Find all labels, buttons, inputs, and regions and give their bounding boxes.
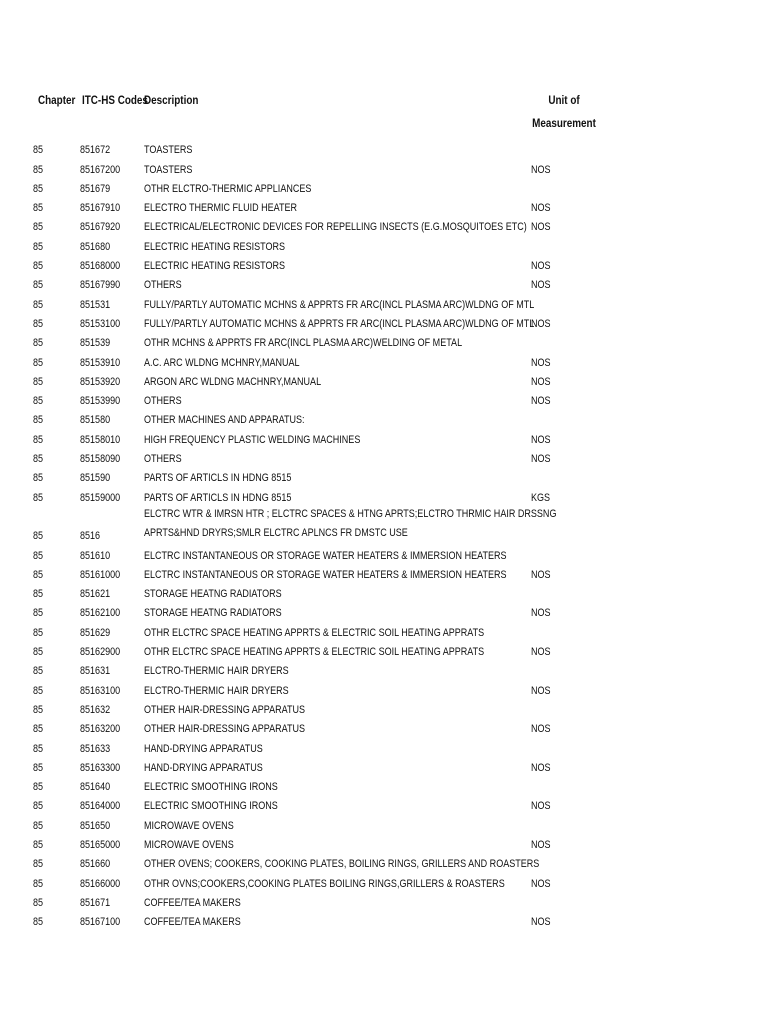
code-cell: 851590 <box>80 472 111 485</box>
description-cell: ELCTRO-THERMIC HAIR DRYERS <box>144 684 289 697</box>
code-cell: 85162900 <box>80 646 121 659</box>
chapter-cell: 85 <box>33 356 44 369</box>
table-row <box>0 700 768 719</box>
table-body <box>0 140 768 931</box>
description-cell: OTHR ELCTRC SPACE HEATING APPRTS & ELECTRIC SOIL HEATING APPRATS <box>144 626 485 639</box>
description-cell: OTHR OVNS;COOKERS,COOKING PLATES BOILING RINGS,GRILLERS & ROASTERS <box>144 877 505 890</box>
description-cell: STORAGE HEATNG RADIATORS <box>144 588 282 601</box>
description-cell: ELECTRO THERMIC FLUID HEATER <box>144 202 298 215</box>
description-cell: ELECTRIC HEATING RESISTORS <box>144 260 286 273</box>
table-row <box>0 719 768 738</box>
unit-cell: NOS <box>531 916 551 929</box>
description-cell: HAND-DRYING APPARATUS <box>144 742 263 755</box>
code-cell: 85167100 <box>80 916 121 929</box>
unit-cell: NOS <box>531 684 551 697</box>
code-cell: 851531 <box>80 298 111 311</box>
code-cell: 85158090 <box>80 453 121 466</box>
header-itc-hs-codes: ITC-HS Codes <box>82 95 148 107</box>
description-cell: ELCTRO-THERMIC HAIR DRYERS <box>144 665 289 678</box>
description-cell: ELECTRIC SMOOTHING IRONS <box>144 800 278 813</box>
description-cell: HIGH FREQUENCY PLASTIC WELDING MACHINES <box>144 433 361 446</box>
description-cell: OTHER MACHINES AND APPARATUS: <box>144 414 305 427</box>
chapter-cell: 85 <box>33 858 44 871</box>
code-cell: 85163300 <box>80 761 121 774</box>
chapter-cell: 85 <box>33 800 44 813</box>
chapter-cell: 85 <box>33 317 44 330</box>
header-unit-line2: Measurement <box>532 118 596 130</box>
code-cell: 851580 <box>80 414 111 427</box>
description-cell: TOASTERS <box>144 163 193 176</box>
table-row <box>0 391 768 410</box>
description-cell: A.C. ARC WLDNG MCHNRY,MANUAL <box>144 356 300 369</box>
code-cell: 851621 <box>80 588 111 601</box>
description-cell: ELECTRICAL/ELECTRONIC DEVICES FOR REPELLING INSECTS (E.G.MOSQUITOES ETC) <box>144 221 527 234</box>
description-cell: TOASTERS <box>144 144 193 157</box>
table-row <box>0 622 768 641</box>
unit-cell: NOS <box>531 433 551 446</box>
chapter-cell: 85 <box>33 781 44 794</box>
chapter-cell: 85 <box>33 491 44 504</box>
description-cell: OTHERS <box>144 395 182 408</box>
description-cell: ELCTRC INSTANTANEOUS OR STORAGE WATER HEATERS & IMMERSION HEATERS <box>144 568 507 581</box>
description-cell: ARGON ARC WLDNG MACHNRY,MANUAL <box>144 375 322 388</box>
code-cell: 851660 <box>80 858 111 871</box>
table-row <box>0 410 768 429</box>
table-row <box>0 777 768 796</box>
chapter-cell: 85 <box>33 298 44 311</box>
header-unit-line1: Unit of <box>548 95 580 107</box>
description-cell: ELECTRIC SMOOTHING IRONS <box>144 781 278 794</box>
code-cell: 851640 <box>80 781 111 794</box>
code-cell: 851631 <box>80 665 111 678</box>
description-cell: OTHR MCHNS & APPRTS FR ARC(INCL PLASMA ARC)WELDING OF METAL <box>144 337 463 350</box>
code-cell: 85158010 <box>80 433 121 446</box>
chapter-cell: 85 <box>33 684 44 697</box>
description-cell: STORAGE HEATNG RADIATORS <box>144 607 282 620</box>
chapter-cell: 85 <box>33 260 44 273</box>
chapter-cell: 85 <box>33 761 44 774</box>
code-cell: 85166000 <box>80 877 121 890</box>
unit-cell: NOS <box>531 260 551 273</box>
header-unit-of-measurement <box>525 90 602 136</box>
code-cell: 851633 <box>80 742 111 755</box>
header-description: Description <box>144 95 199 107</box>
unit-cell: NOS <box>531 453 551 466</box>
code-cell: 85164000 <box>80 800 121 813</box>
code-cell: 851680 <box>80 240 111 253</box>
table-row <box>0 236 768 255</box>
chapter-cell: 85 <box>33 375 44 388</box>
description-cell: OTHR ELCTRC SPACE HEATING APPRTS & ELECTRIC SOIL HEATING APPRATS <box>144 646 485 659</box>
unit-cell: NOS <box>531 877 551 890</box>
table-row <box>0 352 768 371</box>
chapter-cell: 85 <box>33 896 44 909</box>
table-row <box>0 294 768 313</box>
unit-cell: NOS <box>531 723 551 736</box>
chapter-cell: 85 <box>33 414 44 427</box>
code-cell: 851679 <box>80 182 111 195</box>
table-row <box>0 661 768 680</box>
table-row <box>0 680 768 699</box>
description-cell: OTHER HAIR-DRESSING APPARATUS <box>144 723 306 736</box>
description-cell <box>144 505 556 544</box>
unit-cell: NOS <box>531 221 551 234</box>
table-row <box>0 333 768 352</box>
description-cell: FULLY/PARTLY AUTOMATIC MCHNS & APPRTS FR ARC(INCL PLASMA ARC)WLDNG OF MTL <box>144 298 535 311</box>
table-row <box>0 468 768 487</box>
description-cell: OTHERS <box>144 453 182 466</box>
code-cell: 85165000 <box>80 838 121 851</box>
description-cell: PARTS OF ARTICLS IN HDNG 8515 <box>144 472 292 485</box>
code-cell: 85162100 <box>80 607 121 620</box>
chapter-cell: 85 <box>33 279 44 292</box>
chapter-cell: 85 <box>33 588 44 601</box>
code-cell: 8516 <box>80 530 101 543</box>
table-row <box>0 565 768 584</box>
unit-cell: NOS <box>531 646 551 659</box>
table-row <box>0 256 768 275</box>
code-cell: 85167910 <box>80 202 121 215</box>
description-cell: ELECTRIC HEATING RESISTORS <box>144 240 286 253</box>
code-cell: 85153100 <box>80 317 121 330</box>
chapter-cell: 85 <box>33 838 44 851</box>
table-row <box>0 159 768 178</box>
table-row <box>0 873 768 892</box>
code-cell: 85163200 <box>80 723 121 736</box>
chapter-cell: 85 <box>33 433 44 446</box>
description-line-1: ELCTRC WTR & IMRSN HTR ; ELCTRC SPACES & HTNG APRTS;ELCTRO THRMIC HAIR DRSSNG <box>144 507 557 520</box>
chapter-cell: 85 <box>33 703 44 716</box>
code-cell: 85167200 <box>80 163 121 176</box>
code-cell: 851632 <box>80 703 111 716</box>
code-cell: 85163100 <box>80 684 121 697</box>
chapter-cell: 85 <box>33 549 44 562</box>
chapter-cell: 85 <box>33 723 44 736</box>
unit-cell: KGS <box>531 491 551 504</box>
chapter-cell: 85 <box>33 395 44 408</box>
table-row <box>0 758 768 777</box>
table-row <box>0 912 768 931</box>
code-cell: 85153990 <box>80 395 121 408</box>
table-row <box>0 429 768 448</box>
unit-cell: NOS <box>531 838 551 851</box>
code-cell: 85153920 <box>80 375 121 388</box>
chapter-cell: 85 <box>33 202 44 215</box>
chapter-cell: 85 <box>33 221 44 234</box>
chapter-cell: 85 <box>33 742 44 755</box>
code-cell: 851629 <box>80 626 111 639</box>
unit-cell: NOS <box>531 356 551 369</box>
chapter-cell: 85 <box>33 453 44 466</box>
chapter-cell: 85 <box>33 472 44 485</box>
chapter-cell: 85 <box>33 916 44 929</box>
code-cell: 85167990 <box>80 279 121 292</box>
table-row <box>0 893 768 912</box>
unit-cell: NOS <box>531 317 551 330</box>
header-chapter: Chapter <box>38 95 76 107</box>
unit-cell: NOS <box>531 395 551 408</box>
description-cell: MICROWAVE OVENS <box>144 819 234 832</box>
chapter-cell: 85 <box>33 607 44 620</box>
description-cell: ELCTRC INSTANTANEOUS OR STORAGE WATER HEATERS & IMMERSION HEATERS <box>144 549 507 562</box>
unit-cell: NOS <box>531 761 551 774</box>
description-cell: HAND-DRYING APPARATUS <box>144 761 263 774</box>
unit-cell: NOS <box>531 800 551 813</box>
description-cell: PARTS OF ARTICLS IN HDNG 8515 <box>144 491 292 504</box>
table-row <box>0 815 768 834</box>
table-row <box>0 738 768 757</box>
table-row <box>0 854 768 873</box>
table-row <box>0 642 768 661</box>
table-row <box>0 198 768 217</box>
table-row <box>0 372 768 391</box>
code-cell: 851539 <box>80 337 111 350</box>
description-cell: OTHER HAIR-DRESSING APPARATUS <box>144 703 306 716</box>
code-cell: 85168000 <box>80 260 121 273</box>
description-cell: OTHER OVENS; COOKERS, COOKING PLATES, BOILING RINGS, GRILLERS AND ROASTERS <box>144 858 540 871</box>
table-row <box>0 179 768 198</box>
code-cell: 85153910 <box>80 356 121 369</box>
table-row <box>0 603 768 622</box>
table-row <box>0 217 768 236</box>
chapter-cell: 85 <box>33 877 44 890</box>
chapter-cell: 85 <box>33 646 44 659</box>
description-cell: OTHR ELCTRO-THERMIC APPLIANCES <box>144 182 312 195</box>
unit-cell: NOS <box>531 568 551 581</box>
table-row <box>0 275 768 294</box>
table-row <box>0 545 768 564</box>
table-row <box>0 796 768 815</box>
unit-cell: NOS <box>531 375 551 388</box>
unit-cell: NOS <box>531 279 551 292</box>
description-cell: COFFEE/TEA MAKERS <box>144 916 241 929</box>
description-cell: FULLY/PARTLY AUTOMATIC MCHNS & APPRTS FR ARC(INCL PLASMA ARC)WLDNG OF MTL <box>144 317 535 330</box>
description-line-2: APRTS&HND DRYRS;SMLR ELCTRC APLNCS FR DMSTC USE <box>144 526 408 539</box>
table-row <box>0 507 768 546</box>
table-row <box>0 140 768 159</box>
code-cell: 851671 <box>80 896 111 909</box>
unit-cell: NOS <box>531 202 551 215</box>
code-cell: 85159000 <box>80 491 121 504</box>
chapter-cell: 85 <box>33 163 44 176</box>
chapter-cell: 85 <box>33 182 44 195</box>
table-row <box>0 314 768 333</box>
table-row <box>0 584 768 603</box>
description-cell: COFFEE/TEA MAKERS <box>144 896 241 909</box>
code-cell: 85167920 <box>80 221 121 234</box>
table-row <box>0 835 768 854</box>
unit-cell: NOS <box>531 607 551 620</box>
chapter-cell: 85 <box>33 337 44 350</box>
chapter-cell: 85 <box>33 626 44 639</box>
chapter-cell: 85 <box>33 530 44 543</box>
code-cell: 851650 <box>80 819 111 832</box>
code-cell: 851672 <box>80 144 111 157</box>
code-cell: 85161000 <box>80 568 121 581</box>
description-cell: OTHERS <box>144 279 182 292</box>
chapter-cell: 85 <box>33 568 44 581</box>
code-cell: 851610 <box>80 549 111 562</box>
description-cell: MICROWAVE OVENS <box>144 838 234 851</box>
table-row <box>0 449 768 468</box>
chapter-cell: 85 <box>33 819 44 832</box>
unit-cell: NOS <box>531 163 551 176</box>
chapter-cell: 85 <box>33 144 44 157</box>
chapter-cell: 85 <box>33 240 44 253</box>
chapter-cell: 85 <box>33 665 44 678</box>
